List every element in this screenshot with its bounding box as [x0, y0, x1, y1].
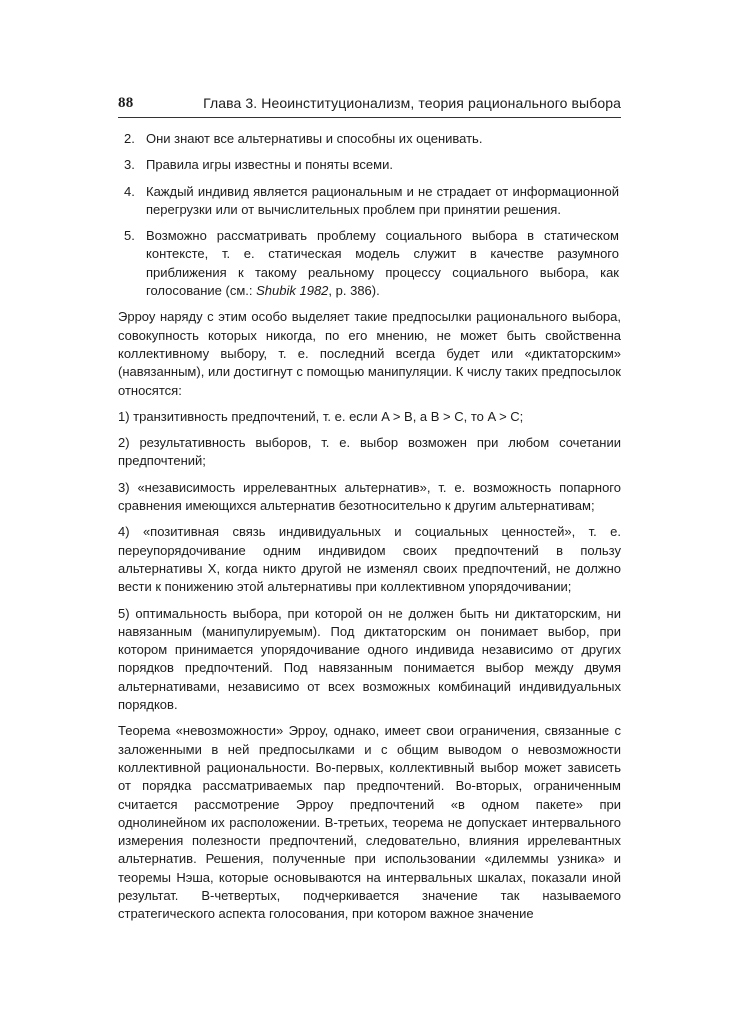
page-body	[118, 130, 621, 932]
page-header	[118, 93, 621, 118]
theorem-paragraph: Теорема «невозможности» Эрроу, однако, имеет свои ограничения, связанные с заложенными в ней предпосылками и с общим выводом о невозможности коллективной рациональности. Во-первых, коллективный выбор может зависеть от порядка рассматриваемых пар предпочтений. Во-вторых, ограниченным считается рассмотрение Эрроу предпочтений «в одном пакете» при однолинейном их расположении. В-третьих, теорема не допускает интервального измерения полезности предпочтений, следовательно, влияния иррелевантных альтернатив. Решения, полученные при использовании «дилеммы узника» и теоремы Нэша, которые основываются на интервальных шкалах, показали иной результат. В-четвертых, подчеркивается значение так называемого стратегического аспекта голосования, при котором важное значение	[118, 723, 621, 922]
list-item	[118, 130, 621, 148]
list-item-text: Каждый индивид является рациональным и не страдает от информационной перегрузки или от вычислительных проблем при принятии решения.	[146, 183, 619, 217]
list-item-text	[146, 228, 619, 298]
condition-5: 5) оптимальность выбора, при которой он не должен быть ни диктаторским, ни навязанным (манипулируемым). Под диктаторским он понимает выбор, при котором принимается упорядочивание одного индивида независимо от других порядков предпочтений. Под навязанным понимается выбор между двумя альтернативами, независимо от всех возможных комбинаций индивидуальных порядков.	[118, 605, 621, 713]
list-item	[118, 227, 621, 300]
condition-2: 2) результативность выборов, т. е. выбор возможен при любом сочетании предпочтений;	[118, 435, 621, 469]
condition-4: 4) «позитивная связь индивидуальных и социальных ценностей», т. е. переупорядочивание одним индивидом своих предпочтений в пользу альтернативы X, когда никто другой не изменял своих предпочтений, не должно вести к понижению этой альтернативы при коллективном упорядочивании;	[118, 524, 621, 595]
list-item	[118, 156, 621, 174]
running-head: Глава 3. Неоинституционализм, теория рационального выбора	[203, 95, 621, 111]
list-item-text-part: , p. 386).	[328, 283, 380, 299]
list-item	[118, 183, 621, 220]
citation: Shubik 1982	[256, 283, 329, 299]
list-item-number: 4.	[124, 183, 135, 199]
list-item-text-part: Возможно рассматривать проблему социального выбора в статическом контексте, т. е. статическая модель служит в качестве разумного приближения к такому реальному процессу социального выбора, как голосование (см.:	[146, 228, 619, 299]
assumptions-list	[118, 130, 621, 300]
list-item-number: 2.	[124, 131, 135, 146]
condition-1: 1) транзитивность предпочтений, т. е. если A > B, а B > C, то A > C;	[118, 408, 524, 424]
page-number: 88	[118, 95, 134, 111]
list-item-number: 3.	[124, 157, 135, 173]
list-item-number: 5.	[124, 228, 135, 244]
condition-3: 3) «независимость иррелевантных альтернатив», т. е. возможность попарного сравнения имеющихся альтернатив безотносительно к другим альтернативам;	[118, 479, 621, 514]
list-item-text: Правила игры известны и поняты всеми.	[146, 157, 393, 173]
list-item-text: Они знают все альтернативы и способны их оценивать.	[146, 131, 483, 146]
intro-paragraph: Эрроу наряду с этим особо выделяет такие предпосылки рационального выбора, совокупность которых никогда, по его мнению, не может быть свойственна коллективному выбору, т. е. последний всегда будет или «диктаторским» (навязанным), или достигнут с помощью манипуляции. К числу таких предпосылок относятся:	[118, 309, 621, 398]
